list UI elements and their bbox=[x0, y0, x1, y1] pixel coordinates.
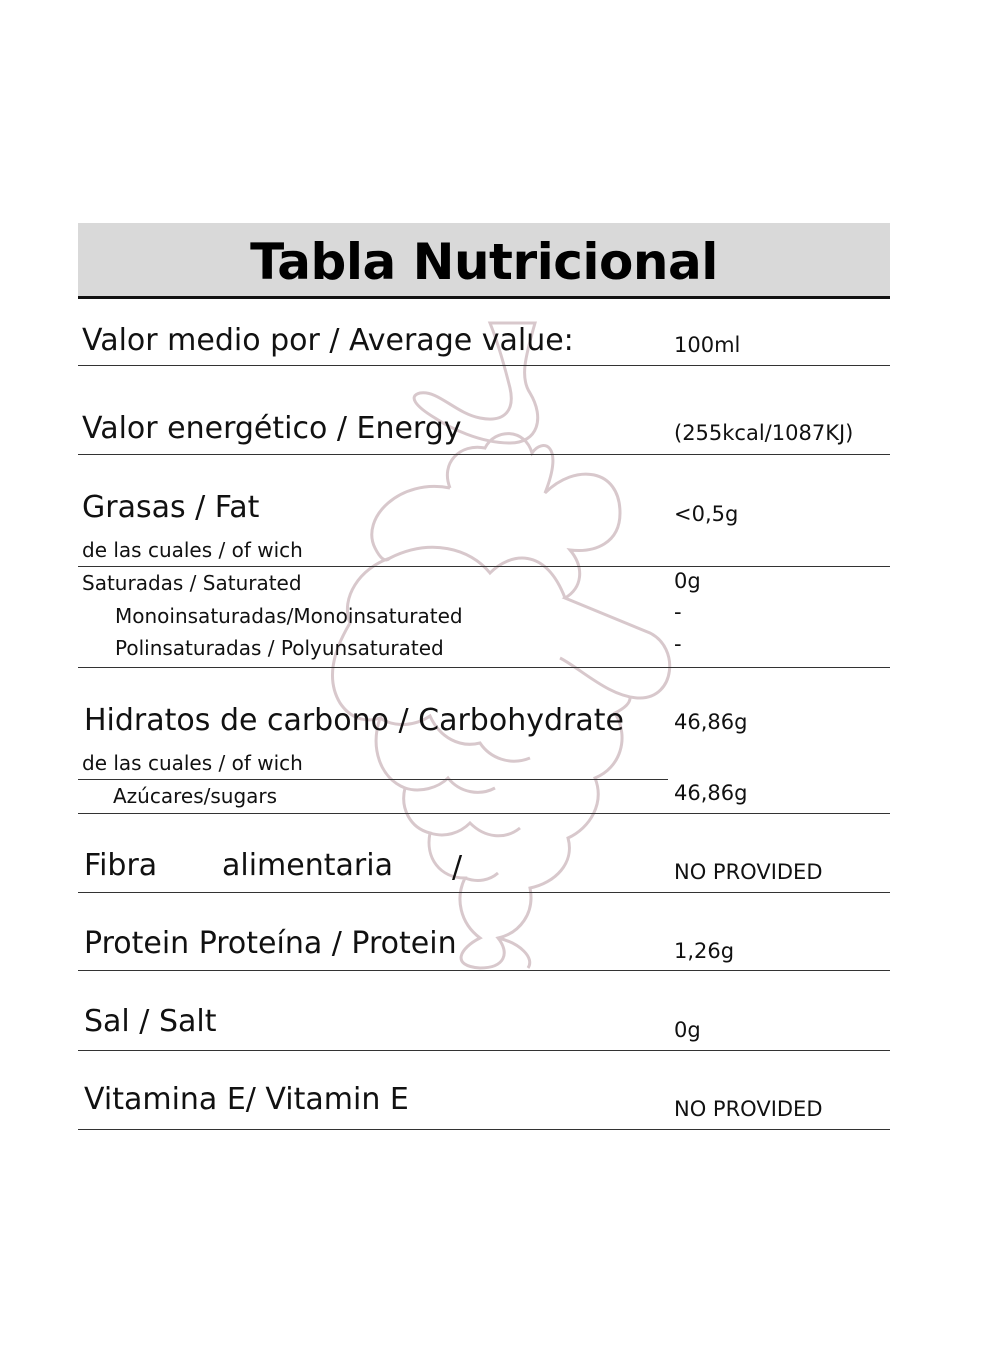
fiber-label-part2: alimentaria bbox=[222, 848, 393, 883]
polyunsaturated-value: - bbox=[674, 632, 682, 656]
divider bbox=[78, 892, 890, 893]
fat-value: <0,5g bbox=[674, 502, 739, 526]
average-value-amount: 100ml bbox=[674, 333, 741, 357]
divider bbox=[78, 566, 890, 567]
monounsaturated-label: Monoinsaturadas/Monoinsaturated bbox=[115, 604, 463, 628]
fiber-label-part1: Fibra bbox=[84, 848, 158, 883]
polyunsaturated-label: Polinsaturadas / Polyunsaturated bbox=[115, 636, 444, 660]
vitamin-e-value: NO PROVIDED bbox=[674, 1097, 823, 1121]
vitamin-e-label: Vitamina E/ Vitamin E bbox=[84, 1082, 409, 1117]
table-header bbox=[78, 223, 890, 299]
divider bbox=[78, 667, 890, 668]
energy-value: (255kcal/1087KJ) bbox=[674, 421, 854, 445]
sugars-value: 46,86g bbox=[674, 781, 748, 805]
divider bbox=[78, 365, 890, 366]
fiber-label-part3: / bbox=[452, 850, 463, 885]
divider bbox=[78, 970, 890, 971]
energy-label: Valor energético / Energy bbox=[82, 411, 462, 446]
saturated-value: 0g bbox=[674, 569, 701, 593]
fat-label: Grasas / Fat bbox=[82, 490, 260, 525]
protein-value: 1,26g bbox=[674, 939, 735, 963]
protein-label: Protein Proteína / Protein bbox=[84, 926, 457, 961]
average-value-label: Valor medio por / Average value: bbox=[82, 323, 574, 358]
carbohydrate-label: Hidratos de carbono / Carbohydrate bbox=[84, 703, 624, 738]
page-title: Tabla Nutricional bbox=[250, 232, 718, 291]
divider bbox=[78, 1129, 890, 1130]
sugars-label: Azúcares/sugars bbox=[113, 784, 278, 808]
divider bbox=[78, 813, 890, 814]
divider bbox=[78, 1050, 890, 1051]
divider bbox=[78, 454, 890, 455]
monounsaturated-value: - bbox=[674, 600, 682, 624]
carbohydrate-sublabel: de las cuales / of wich bbox=[82, 751, 303, 775]
divider bbox=[78, 779, 668, 780]
fat-sublabel: de las cuales / of wich bbox=[82, 538, 303, 562]
salt-label: Sal / Salt bbox=[84, 1004, 217, 1039]
saturated-label: Saturadas / Saturated bbox=[82, 571, 302, 595]
fiber-value: NO PROVIDED bbox=[674, 860, 823, 884]
salt-value: 0g bbox=[674, 1018, 701, 1042]
carbohydrate-value: 46,86g bbox=[674, 710, 748, 734]
